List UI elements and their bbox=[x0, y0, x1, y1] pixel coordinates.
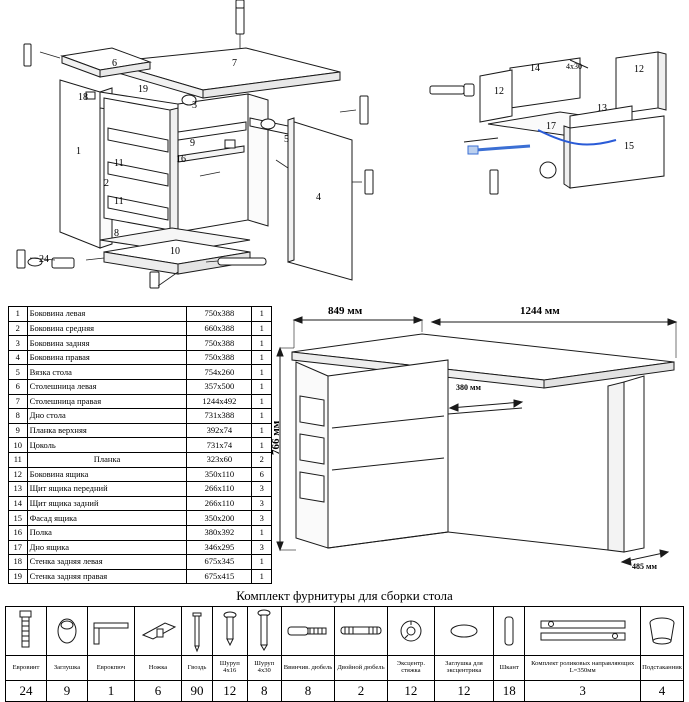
exploded-drawer-drawing bbox=[420, 20, 689, 205]
hardware-label: Гвоздь bbox=[182, 656, 213, 681]
part-quantity: 1 bbox=[252, 350, 272, 365]
part-dimension: 357x500 bbox=[187, 379, 252, 394]
hardware-count: 1 bbox=[88, 681, 135, 702]
hardware-label: Шуруп 4x16 bbox=[213, 656, 248, 681]
leg-icon bbox=[135, 607, 182, 656]
callout-9: 9 bbox=[190, 138, 195, 149]
table-row bbox=[9, 555, 272, 570]
hardware-count: 4 bbox=[641, 681, 684, 702]
eurokey-icon bbox=[88, 607, 135, 656]
part-name: Столешница левая bbox=[27, 379, 187, 394]
euroscrew-icon bbox=[6, 607, 47, 656]
cam-cap-icon bbox=[434, 607, 493, 656]
part-quantity: 1 bbox=[252, 438, 272, 453]
dimensioned-desk-drawing bbox=[272, 300, 689, 585]
part-quantity: 1 bbox=[252, 379, 272, 394]
callout-19: 19 bbox=[138, 84, 148, 95]
part-dimension: 380x392 bbox=[187, 525, 252, 540]
part-name: Планка верхняя bbox=[27, 423, 187, 438]
hardware-label: Подстаканник bbox=[641, 656, 684, 681]
part-quantity: 1 bbox=[252, 365, 272, 380]
callout-5: 5 bbox=[284, 134, 289, 145]
callout-17: 17 bbox=[546, 121, 556, 132]
table-row bbox=[9, 350, 272, 365]
part-dimension: 731x74 bbox=[187, 438, 252, 453]
callout-11a: 11 bbox=[114, 158, 124, 169]
part-dimension: 266х110 bbox=[187, 482, 252, 497]
part-quantity: 1 bbox=[252, 307, 272, 322]
part-dimension: 750x388 bbox=[187, 336, 252, 351]
dim-width-left: 849 мм bbox=[328, 305, 363, 317]
dim-height: 766 мм bbox=[270, 420, 282, 455]
table-row bbox=[9, 511, 272, 526]
hardware-label: Ножка bbox=[135, 656, 182, 681]
part-name: Вязка стола bbox=[27, 365, 187, 380]
hardware-count: 12 bbox=[434, 681, 493, 702]
nail-icon bbox=[182, 607, 213, 656]
part-dimension: 750x388 bbox=[187, 307, 252, 322]
parts-table bbox=[8, 306, 272, 584]
part-number: 8 bbox=[9, 409, 28, 424]
part-quantity: 1 bbox=[252, 525, 272, 540]
part-name: Боковина левая bbox=[27, 307, 187, 322]
part-quantity: 1 bbox=[252, 321, 272, 336]
hardware-label: Заглушка bbox=[47, 656, 88, 681]
table-row bbox=[9, 423, 272, 438]
part-dimension: 350x110 bbox=[187, 467, 252, 482]
part-dimension: 266х110 bbox=[187, 496, 252, 511]
part-quantity: 3 bbox=[252, 540, 272, 555]
hardware-count: 24 bbox=[6, 681, 47, 702]
hardware-kit-title: Комплект фурнитуры для сборки стола bbox=[236, 588, 453, 603]
table-row bbox=[9, 336, 272, 351]
part-dimension: 750x388 bbox=[187, 350, 252, 365]
callout-12b: 12 bbox=[494, 86, 504, 97]
table-row bbox=[9, 525, 272, 540]
part-dimension: 392x74 bbox=[187, 423, 252, 438]
hardware-label: Ввинчив. дюбель bbox=[282, 656, 335, 681]
table-row bbox=[9, 467, 272, 482]
part-number: 15 bbox=[9, 511, 28, 526]
hardware-label: Шуруп 4x30 bbox=[247, 656, 282, 681]
part-name: Дно стола bbox=[27, 409, 187, 424]
part-quantity: 6 bbox=[252, 467, 272, 482]
table-row bbox=[9, 365, 272, 380]
callout-10: 10 bbox=[170, 246, 180, 257]
callout-7: 7 bbox=[232, 58, 237, 69]
part-number: 12 bbox=[9, 467, 28, 482]
part-name: Стенка задняя правая bbox=[27, 569, 187, 584]
part-quantity: 3 bbox=[252, 496, 272, 511]
callout-12a: 12 bbox=[634, 64, 644, 75]
part-name: Дно ящика bbox=[27, 540, 187, 555]
hardware-label: Эксцентр. стяжка bbox=[388, 656, 435, 681]
part-number: 14 bbox=[9, 496, 28, 511]
part-quantity: 1 bbox=[252, 423, 272, 438]
table-row bbox=[9, 496, 272, 511]
table-row bbox=[9, 540, 272, 555]
dim-depth-front: 485 мм bbox=[632, 562, 657, 571]
part-dimension: 754x260 bbox=[187, 365, 252, 380]
callout-4: 4 bbox=[316, 192, 321, 203]
part-name: Боковина ящика bbox=[27, 467, 187, 482]
hardware-label: Еврокпюч bbox=[88, 656, 135, 681]
hardware-count: 8 bbox=[282, 681, 335, 702]
part-number: 10 bbox=[9, 438, 28, 453]
callout-6: 6 bbox=[112, 58, 117, 69]
table-row bbox=[9, 569, 272, 584]
part-number: 19 bbox=[9, 569, 28, 584]
runner-set-icon bbox=[525, 607, 641, 656]
table-row bbox=[9, 321, 272, 336]
callout-24: 24 bbox=[39, 254, 49, 265]
part-dimension: 660x388 bbox=[187, 321, 252, 336]
hardware-kit-table bbox=[5, 606, 684, 702]
hardware-count: 18 bbox=[494, 681, 525, 702]
part-dimension: 675x345 bbox=[187, 555, 252, 570]
part-quantity: 1 bbox=[252, 394, 272, 409]
table-row bbox=[9, 394, 272, 409]
part-number: 3 bbox=[9, 336, 28, 351]
part-number: 13 bbox=[9, 482, 28, 497]
part-number: 17 bbox=[9, 540, 28, 555]
part-name: Планка bbox=[27, 452, 187, 467]
hardware-count: 12 bbox=[388, 681, 435, 702]
table-row bbox=[9, 307, 272, 322]
part-quantity: 3 bbox=[252, 511, 272, 526]
table-row bbox=[9, 409, 272, 424]
dim-width-right: 1244 мм bbox=[520, 305, 560, 317]
callout-8: 8 bbox=[114, 228, 119, 239]
double-dowel-icon bbox=[335, 607, 388, 656]
part-dimension: 350x200 bbox=[187, 511, 252, 526]
screw-4x16-icon bbox=[213, 607, 248, 656]
dowel-icon bbox=[494, 607, 525, 656]
part-dimension: 675x415 bbox=[187, 569, 252, 584]
part-number: 18 bbox=[9, 555, 28, 570]
table-row bbox=[9, 438, 272, 453]
hardware-count: 6 bbox=[135, 681, 182, 702]
part-quantity: 3 bbox=[252, 482, 272, 497]
callout-18: 18 bbox=[78, 92, 88, 103]
callout-15: 15 bbox=[624, 141, 634, 152]
hardware-count: 2 bbox=[335, 681, 388, 702]
callout-1: 1 bbox=[76, 146, 81, 157]
hardware-label: Заглушка для эксцентрика bbox=[434, 656, 493, 681]
part-number: 9 bbox=[9, 423, 28, 438]
part-dimension: 731x388 bbox=[187, 409, 252, 424]
part-dimension: 346x295 bbox=[187, 540, 252, 555]
hardware-count: 9 bbox=[47, 681, 88, 702]
hardware-count: 8 bbox=[247, 681, 282, 702]
callout-11b: 11 bbox=[114, 196, 124, 207]
cap-icon bbox=[47, 607, 88, 656]
part-number: 11 bbox=[9, 452, 28, 467]
callout-13: 13 bbox=[597, 103, 607, 114]
part-name: Цоколь bbox=[27, 438, 187, 453]
part-quantity: 1 bbox=[252, 336, 272, 351]
hardware-label: Шкант bbox=[494, 656, 525, 681]
exploded-cabinet-drawing bbox=[0, 0, 420, 300]
part-name: Боковина правая bbox=[27, 350, 187, 365]
callout-3: 3 bbox=[192, 100, 197, 111]
table-row bbox=[9, 452, 272, 467]
table-row bbox=[9, 379, 272, 394]
hardware-label: Комплект роликовых направляющих L=350мм bbox=[525, 656, 641, 681]
part-name: Стенка задняя левая bbox=[27, 555, 187, 570]
part-quantity: 2 bbox=[252, 452, 272, 467]
callout-16: 16 bbox=[176, 154, 186, 165]
cam-lock-icon bbox=[388, 607, 435, 656]
part-name: Фасад ящика bbox=[27, 511, 187, 526]
screw-4x30-icon bbox=[247, 607, 282, 656]
part-name: Боковина средняя bbox=[27, 321, 187, 336]
part-number: 2 bbox=[9, 321, 28, 336]
part-number: 6 bbox=[9, 379, 28, 394]
part-number: 7 bbox=[9, 394, 28, 409]
screw-in-dowel-icon bbox=[282, 607, 335, 656]
dim-depth-inner: 380 мм bbox=[456, 383, 481, 392]
part-quantity: 1 bbox=[252, 555, 272, 570]
part-dimension: 1244x492 bbox=[187, 394, 252, 409]
part-number: 1 bbox=[9, 307, 28, 322]
part-number: 16 bbox=[9, 525, 28, 540]
callout-2: 2 bbox=[104, 178, 109, 189]
part-name: Полка bbox=[27, 525, 187, 540]
part-number: 5 bbox=[9, 365, 28, 380]
hardware-count: 3 bbox=[525, 681, 641, 702]
part-name: Боковина задняя bbox=[27, 336, 187, 351]
part-name: Щит ящика передний bbox=[27, 482, 187, 497]
callout-4x30: 4x30 bbox=[566, 62, 582, 71]
hardware-count: 90 bbox=[182, 681, 213, 702]
table-row bbox=[9, 482, 272, 497]
hardware-count: 12 bbox=[213, 681, 248, 702]
part-dimension: 323x60 bbox=[187, 452, 252, 467]
part-name: Щит ящика задний bbox=[27, 496, 187, 511]
cup-holder-icon bbox=[641, 607, 684, 656]
hardware-label: Евровинт bbox=[6, 656, 47, 681]
part-name: Столешница правая bbox=[27, 394, 187, 409]
part-quantity: 1 bbox=[252, 409, 272, 424]
part-number: 4 bbox=[9, 350, 28, 365]
hardware-label: Двойной дюбель bbox=[335, 656, 388, 681]
callout-14: 14 bbox=[530, 63, 540, 74]
part-quantity: 1 bbox=[252, 569, 272, 584]
